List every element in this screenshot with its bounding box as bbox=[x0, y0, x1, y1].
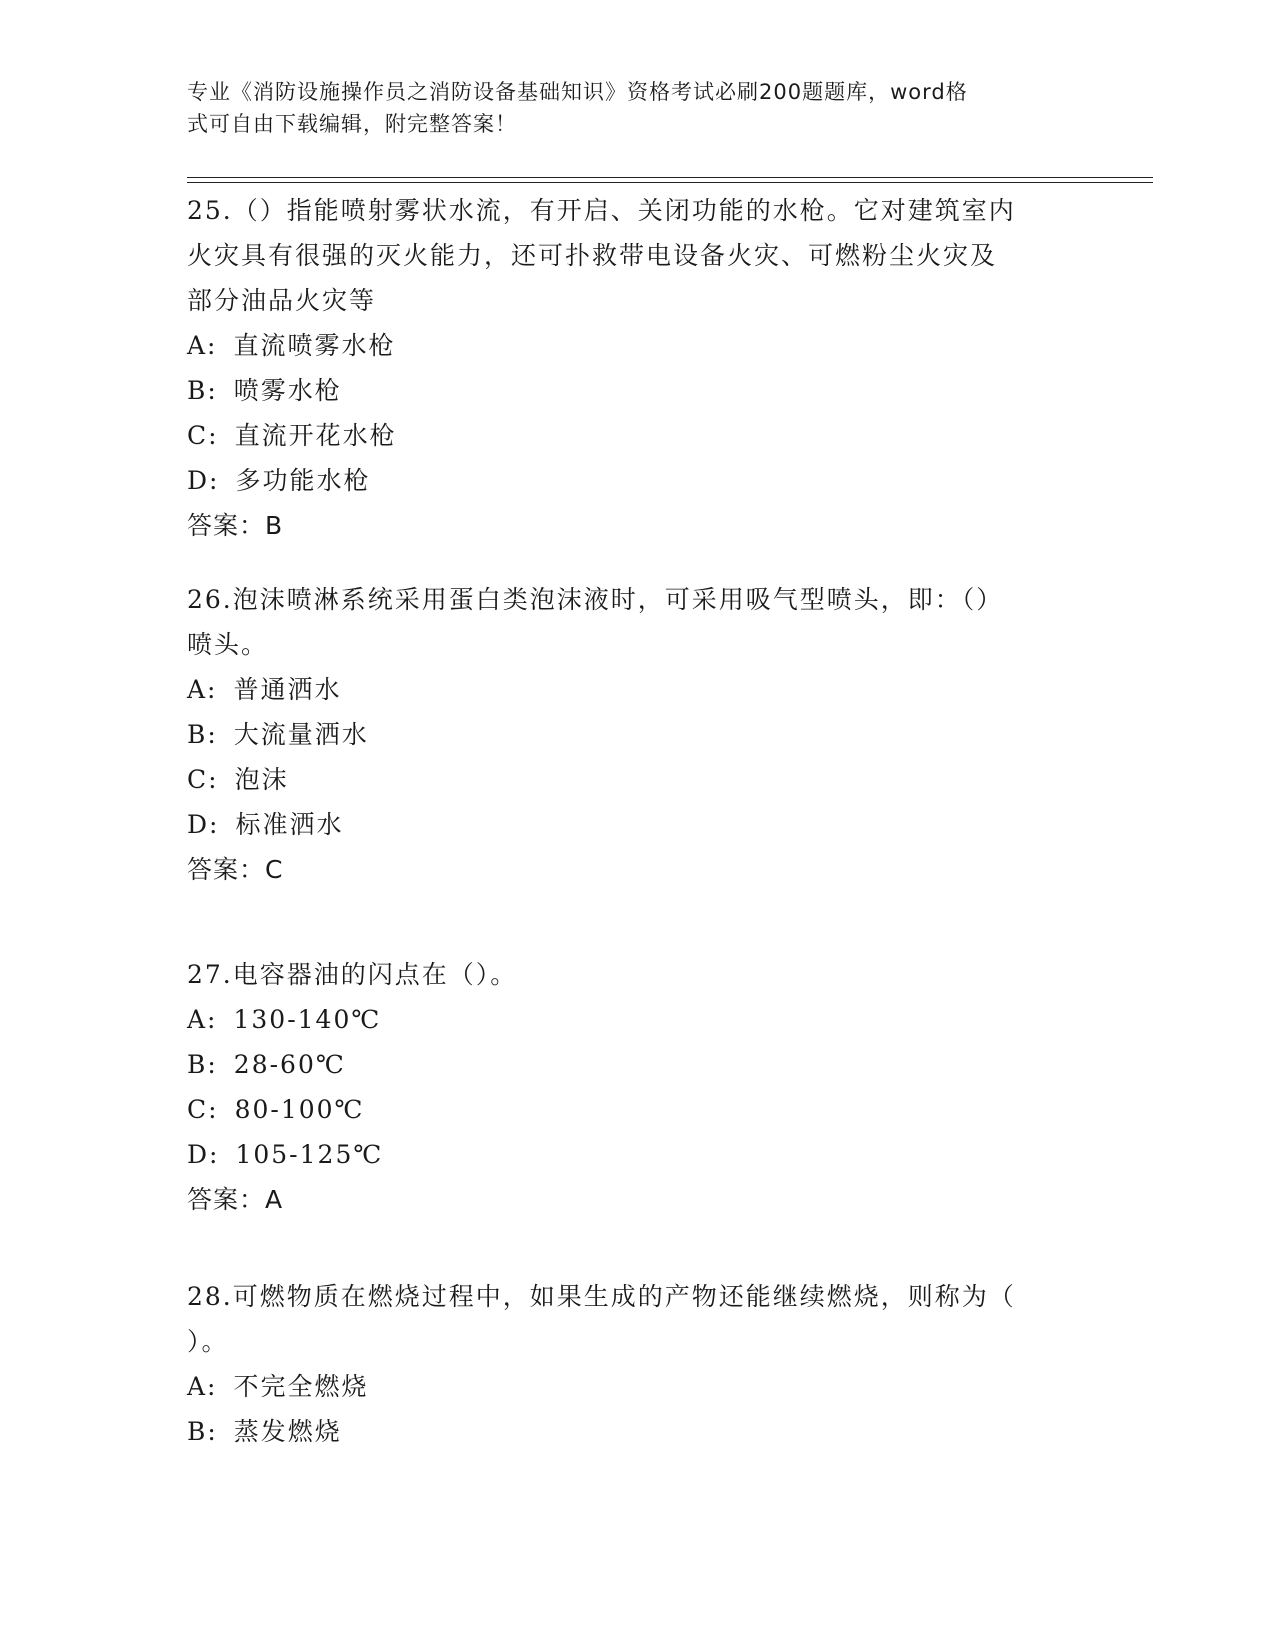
question-stem-line: 火灾具有很强的灭火能力，还可扑救带电设备火灾、可燃粉尘火灾及 bbox=[187, 241, 998, 270]
document-header bbox=[187, 76, 1067, 140]
option-a: A: 130-140℃ bbox=[187, 1005, 382, 1034]
header-line-2: 式可自由下载编辑，附完整答案！ bbox=[187, 112, 517, 136]
option-b: B: 大流量洒水 bbox=[187, 720, 369, 749]
option-c: C: 泡沫 bbox=[187, 765, 289, 794]
option-d: D: 标准洒水 bbox=[187, 810, 344, 839]
option-b: B: 蒸发燃烧 bbox=[187, 1417, 342, 1446]
question-stem-line: 26.泡沫喷淋系统采用蛋白类泡沫液时，可采用吸气型喷头，即：（） bbox=[187, 585, 1004, 614]
option-d: D: 105-125℃ bbox=[187, 1140, 384, 1169]
option-a: A: 直流喷雾水枪 bbox=[187, 331, 396, 360]
answer-label: 答案：A bbox=[187, 1185, 284, 1214]
header-line-1: 专业《消防设施操作员之消防设备基础知识》资格考试必刷200题题库，word格 bbox=[187, 80, 968, 104]
question-stem-line: 28.可燃物质在燃烧过程中，如果生成的产物还能继续燃烧，则称为（ bbox=[187, 1282, 1016, 1311]
question-25 bbox=[187, 188, 1087, 548]
option-a: A: 不完全燃烧 bbox=[187, 1372, 369, 1401]
question-28 bbox=[187, 1274, 1087, 1454]
answer-label: 答案：C bbox=[187, 855, 284, 884]
option-c: C: 80-100℃ bbox=[187, 1095, 365, 1124]
option-c: C: 直流开花水枪 bbox=[187, 421, 397, 450]
header-divider-bottom bbox=[187, 182, 1153, 183]
question-27 bbox=[187, 952, 1087, 1222]
question-stem-line: 27.电容器油的闪点在（）。 bbox=[187, 960, 518, 989]
question-stem-line: 25.（）指能喷射雾状水流，有开启、关闭功能的水枪。它对建筑室内 bbox=[187, 196, 1016, 225]
question-stem-line: ）。 bbox=[187, 1327, 229, 1356]
question-stem-line: 部分油品火灾等 bbox=[187, 286, 377, 315]
option-b: B: 喷雾水枪 bbox=[187, 376, 342, 405]
answer-label: 答案：B bbox=[187, 511, 284, 540]
header-divider-top bbox=[187, 177, 1153, 178]
option-d: D: 多功能水枪 bbox=[187, 466, 371, 495]
question-26 bbox=[187, 577, 1087, 892]
question-stem-line: 喷头。 bbox=[187, 630, 269, 659]
option-b: B: 28-60℃ bbox=[187, 1050, 346, 1079]
option-a: A: 普通洒水 bbox=[187, 675, 342, 704]
